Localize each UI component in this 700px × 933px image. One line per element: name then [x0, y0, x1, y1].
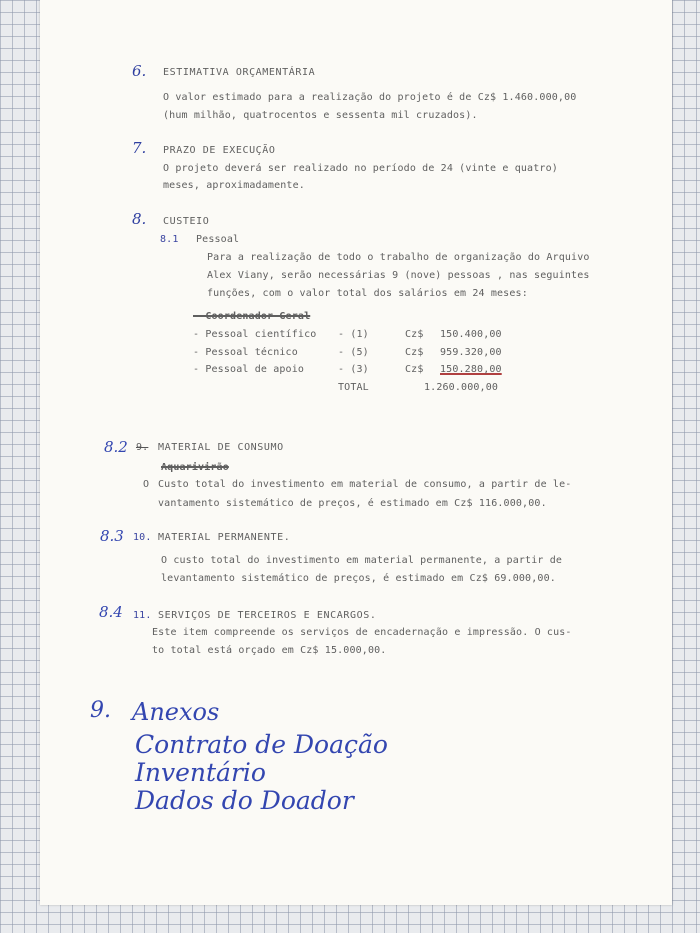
section-8-4-heading: SERVIÇOS DE TERCEIROS E ENCARGOS. [158, 610, 377, 621]
row-3-qty: - (3) [338, 364, 369, 375]
section-8-1-number: 8.1 [160, 234, 179, 245]
section-8-intro-line-2: Alex Viany, serão necessárias 9 (nove) pessoas , nas seguintes [207, 270, 590, 281]
section-8-4-line-1: Este item compreende os serviços de encadernação e impressão. O cus- [152, 627, 572, 638]
row-1-value: 150.400,00 [440, 329, 502, 340]
section-7-line-1: O projeto deverá ser realizado no período de 24 (vinte e quatro) [163, 163, 558, 174]
section-8-4-line-2: to total está orçado em Cz$ 15.000,00. [152, 645, 387, 656]
section-8-4-typed-number: 11. [133, 610, 152, 621]
row-1-currency: Cz$ [405, 329, 424, 340]
annex-title: Anexos [132, 698, 220, 726]
section-6-line-1: O valor estimado para a realização do projeto é de Cz$ 1.460.000,00 [163, 92, 577, 103]
row-2-qty: - (5) [338, 347, 369, 358]
annex-item-2: Inventário [135, 758, 266, 787]
section-8-2-line-1: Custo total do investimento em material de consumo, a partir de le- [158, 479, 572, 490]
section-8-number: 8. [132, 210, 147, 228]
section-8-3-handwritten-number: 8.3 [100, 527, 124, 545]
section-6-line-2: (hum milhão, quatrocentos e sessenta mil cruzados). [163, 110, 478, 121]
section-8-3-typed-number: 10. [133, 532, 152, 543]
section-8-3-heading: MATERIAL PERMANENTE. [158, 532, 291, 543]
section-8-2-heading: MATERIAL DE CONSUMO [158, 442, 284, 453]
section-7-number: 7. [132, 139, 147, 157]
annex-number: 9. [90, 698, 111, 723]
row-3-value: 150.280,00 [440, 364, 502, 375]
total-value: 1.260.000,00 [424, 382, 499, 393]
section-7-line-2: meses, aproximadamente. [163, 180, 305, 191]
margin-mark: O [143, 479, 150, 490]
annex-item-3: Dados do Doador [135, 786, 354, 815]
row-2-currency: Cz$ [405, 347, 424, 358]
struck-word: Aquarivirão [161, 462, 229, 473]
row-3-currency: Cz$ [405, 364, 424, 375]
section-8-intro-line-1: Para a realização de todo o trabalho de organização do Arquivo [207, 252, 590, 263]
row-1-role: - Pessoal científico [193, 329, 317, 340]
section-8-heading: CUSTEIO [163, 216, 210, 227]
section-8-2-handwritten-number: 8.2 [104, 438, 128, 456]
section-6-number: 6. [132, 62, 147, 80]
row-3-role: - Pessoal de apoio [193, 364, 305, 375]
section-8-4-handwritten-number: 8.4 [99, 603, 123, 621]
section-8-1-heading: Pessoal [196, 234, 240, 245]
annex-item-1: Contrato de Doação [135, 730, 388, 759]
total-label: TOTAL [338, 382, 369, 393]
section-8-3-line-1: O custo total do investimento em material permanente, a partir de [161, 555, 563, 566]
section-7-heading: PRAZO DE EXECUÇÃO [163, 145, 276, 156]
section-8-intro-line-3: funções, com o valor total dos salários em 24 meses: [207, 288, 528, 299]
section-8-2-line-2: vantamento sistemático de preços, é estimado em Cz$ 116.000,00. [158, 498, 547, 509]
row-2-value: 959.320,00 [440, 347, 502, 358]
row-2-role: - Pessoal técnico [193, 347, 298, 358]
struck-coordinator-item: - Coordenador Geral [193, 311, 311, 322]
section-8-3-line-2: levantamento sistemático de preços, é estimado em Cz$ 69.000,00. [161, 573, 556, 584]
row-1-qty: - (1) [338, 329, 369, 340]
section-6-heading: ESTIMATIVA ORÇAMENTÁRIA [163, 67, 316, 78]
section-8-2-typed-number: 9. [136, 442, 149, 453]
